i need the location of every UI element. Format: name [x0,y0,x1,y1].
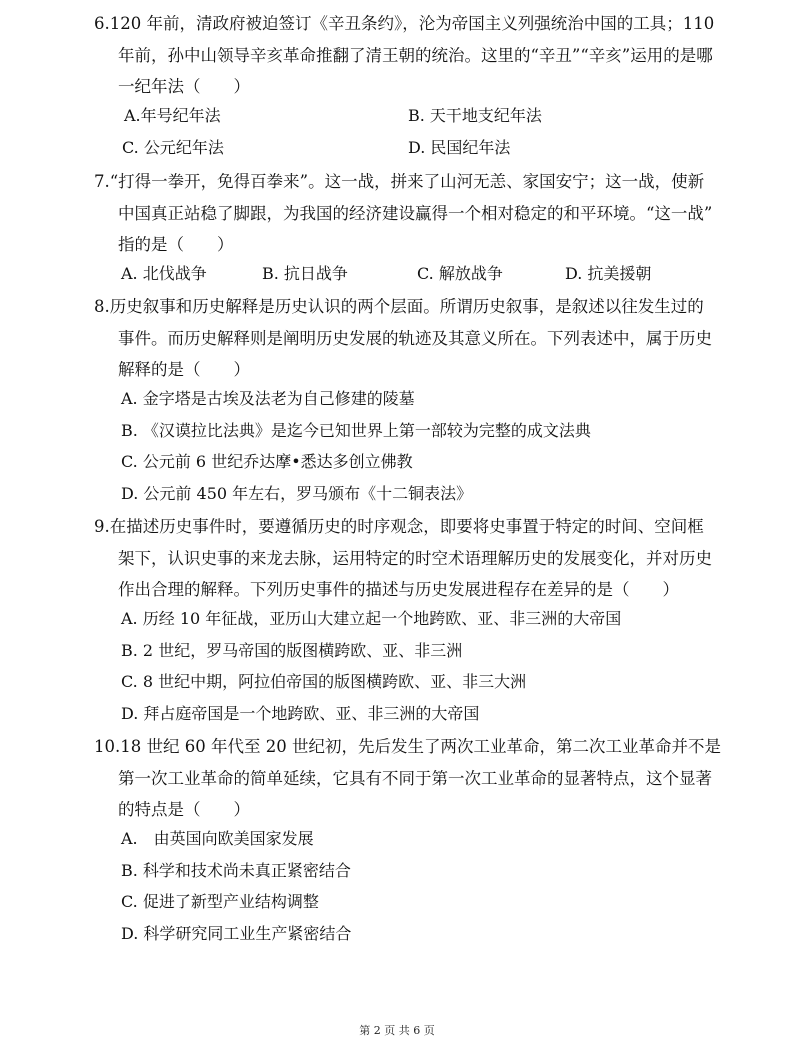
question-10-option-a[interactable]: A. 由英国向欧美国家发展 [121,829,314,848]
stem-line: 10.18 世纪 60 年代至 20 世纪初，先后发生了两次工业革命，第二次工业革命并不是 [94,737,721,756]
stem-line: 第一次工业革命的简单延续，它具有不同于第一次工业革命的显著特点，这个显著 [118,768,712,788]
stem-line: 中国真正站稳了脚跟，为我国的经济建设赢得一个相对稳定的和平环境。“这一战” [118,203,713,223]
question-6-option-b[interactable]: B. 天干地支纪年法 [408,106,542,125]
stem-line: 一纪年法（ ） [118,77,250,96]
question-9-option-d[interactable]: D. 拜占庭帝国是一个地跨欧、亚、非三洲的大帝国 [121,704,480,723]
stem-line: 事件。而历史解释则是阐明历史发展的轨迹及其意义所在。下列表述中，属于历史 [118,328,712,348]
question-8-option-c[interactable]: C. 公元前 6 世纪乔达摩•悉达多创立佛教 [121,452,413,471]
question-10-option-c[interactable]: C. 促进了新型产业结构调整 [121,892,319,911]
question-7-option-b[interactable]: B. 抗日战争 [262,264,348,283]
question-10-option-d[interactable]: D. 科学研究同工业生产紧密结合 [121,924,352,943]
stem-line: 9.在描述历史事件时，要遵循历史的时序观念，即要将史事置于特定的时间、空间框 [94,517,704,536]
question-7-option-c[interactable]: C. 解放战争 [417,264,503,283]
question-7-stem [94,166,713,261]
question-6-option-d[interactable]: D. 民国纪年法 [408,138,511,157]
question-8-option-a[interactable]: A. 金字塔是古埃及法老为自己修建的陵墓 [121,389,415,408]
question-7-option-d[interactable]: D. 抗美援朝 [565,264,652,283]
question-8-option-b[interactable]: B. 《汉谟拉比法典》是迄今已知世界上第一部较为完整的成文法典 [121,421,591,440]
question-10-option-b[interactable]: B. 科学和技术尚未真正紧密结合 [121,861,351,880]
question-9-option-c[interactable]: C. 8 世纪中期，阿拉伯帝国的版图横跨欧、亚、非三大洲 [121,672,527,691]
stem-line: 架下，认识史事的来龙去脉，运用特定的时空术语理解历史的发展变化，并对历史 [118,548,712,568]
question-6-option-c[interactable]: C. 公元纪年法 [122,138,224,157]
question-8-option-d[interactable]: D. 公元前 450 年左右，罗马颁布《十二铜表法》 [121,484,473,503]
question-9-option-a[interactable]: A. 历经 10 年征战，亚历山大建立起一个地跨欧、亚、非三洲的大帝国 [121,609,622,628]
stem-line: 7.“打得一拳开，免得百拳来”。这一战，拼来了山河无恙、家国安宁；这一战，使新 [94,172,705,191]
question-10-stem [94,731,721,826]
question-6-stem [94,8,715,103]
stem-line: 的特点是（ ） [118,800,250,819]
stem-line: 6.120 年前，清政府被迫签订《辛丑条约》，沦为帝国主义列强统治中国的工具；110 [94,14,715,33]
question-6-option-a[interactable]: A.年号纪年法 [124,106,221,125]
stem-line: 指的是（ ） [118,235,234,254]
page-footer: 第 2 页 共 6 页 [359,1024,435,1037]
stem-line: 年前，孙中山领导辛亥革命推翻了清王朝的统治。这里的“辛丑”“辛亥”运用的是哪 [118,45,713,65]
stem-line: 8.历史叙事和历史解释是历史认识的两个层面。所谓历史叙事，是叙述以往发生过的 [94,297,704,316]
question-8-stem [94,291,712,386]
question-9-option-b[interactable]: B. 2 世纪，罗马帝国的版图横跨欧、亚、非三洲 [121,641,463,660]
question-7-option-a[interactable]: A. 北伐战争 [121,264,207,283]
stem-line: 作出合理的解释。下列历史事件的描述与历史发展进程存在差异的是（ ） [118,580,679,599]
stem-line: 解释的是（ ） [118,360,250,379]
question-9-stem [94,511,712,606]
